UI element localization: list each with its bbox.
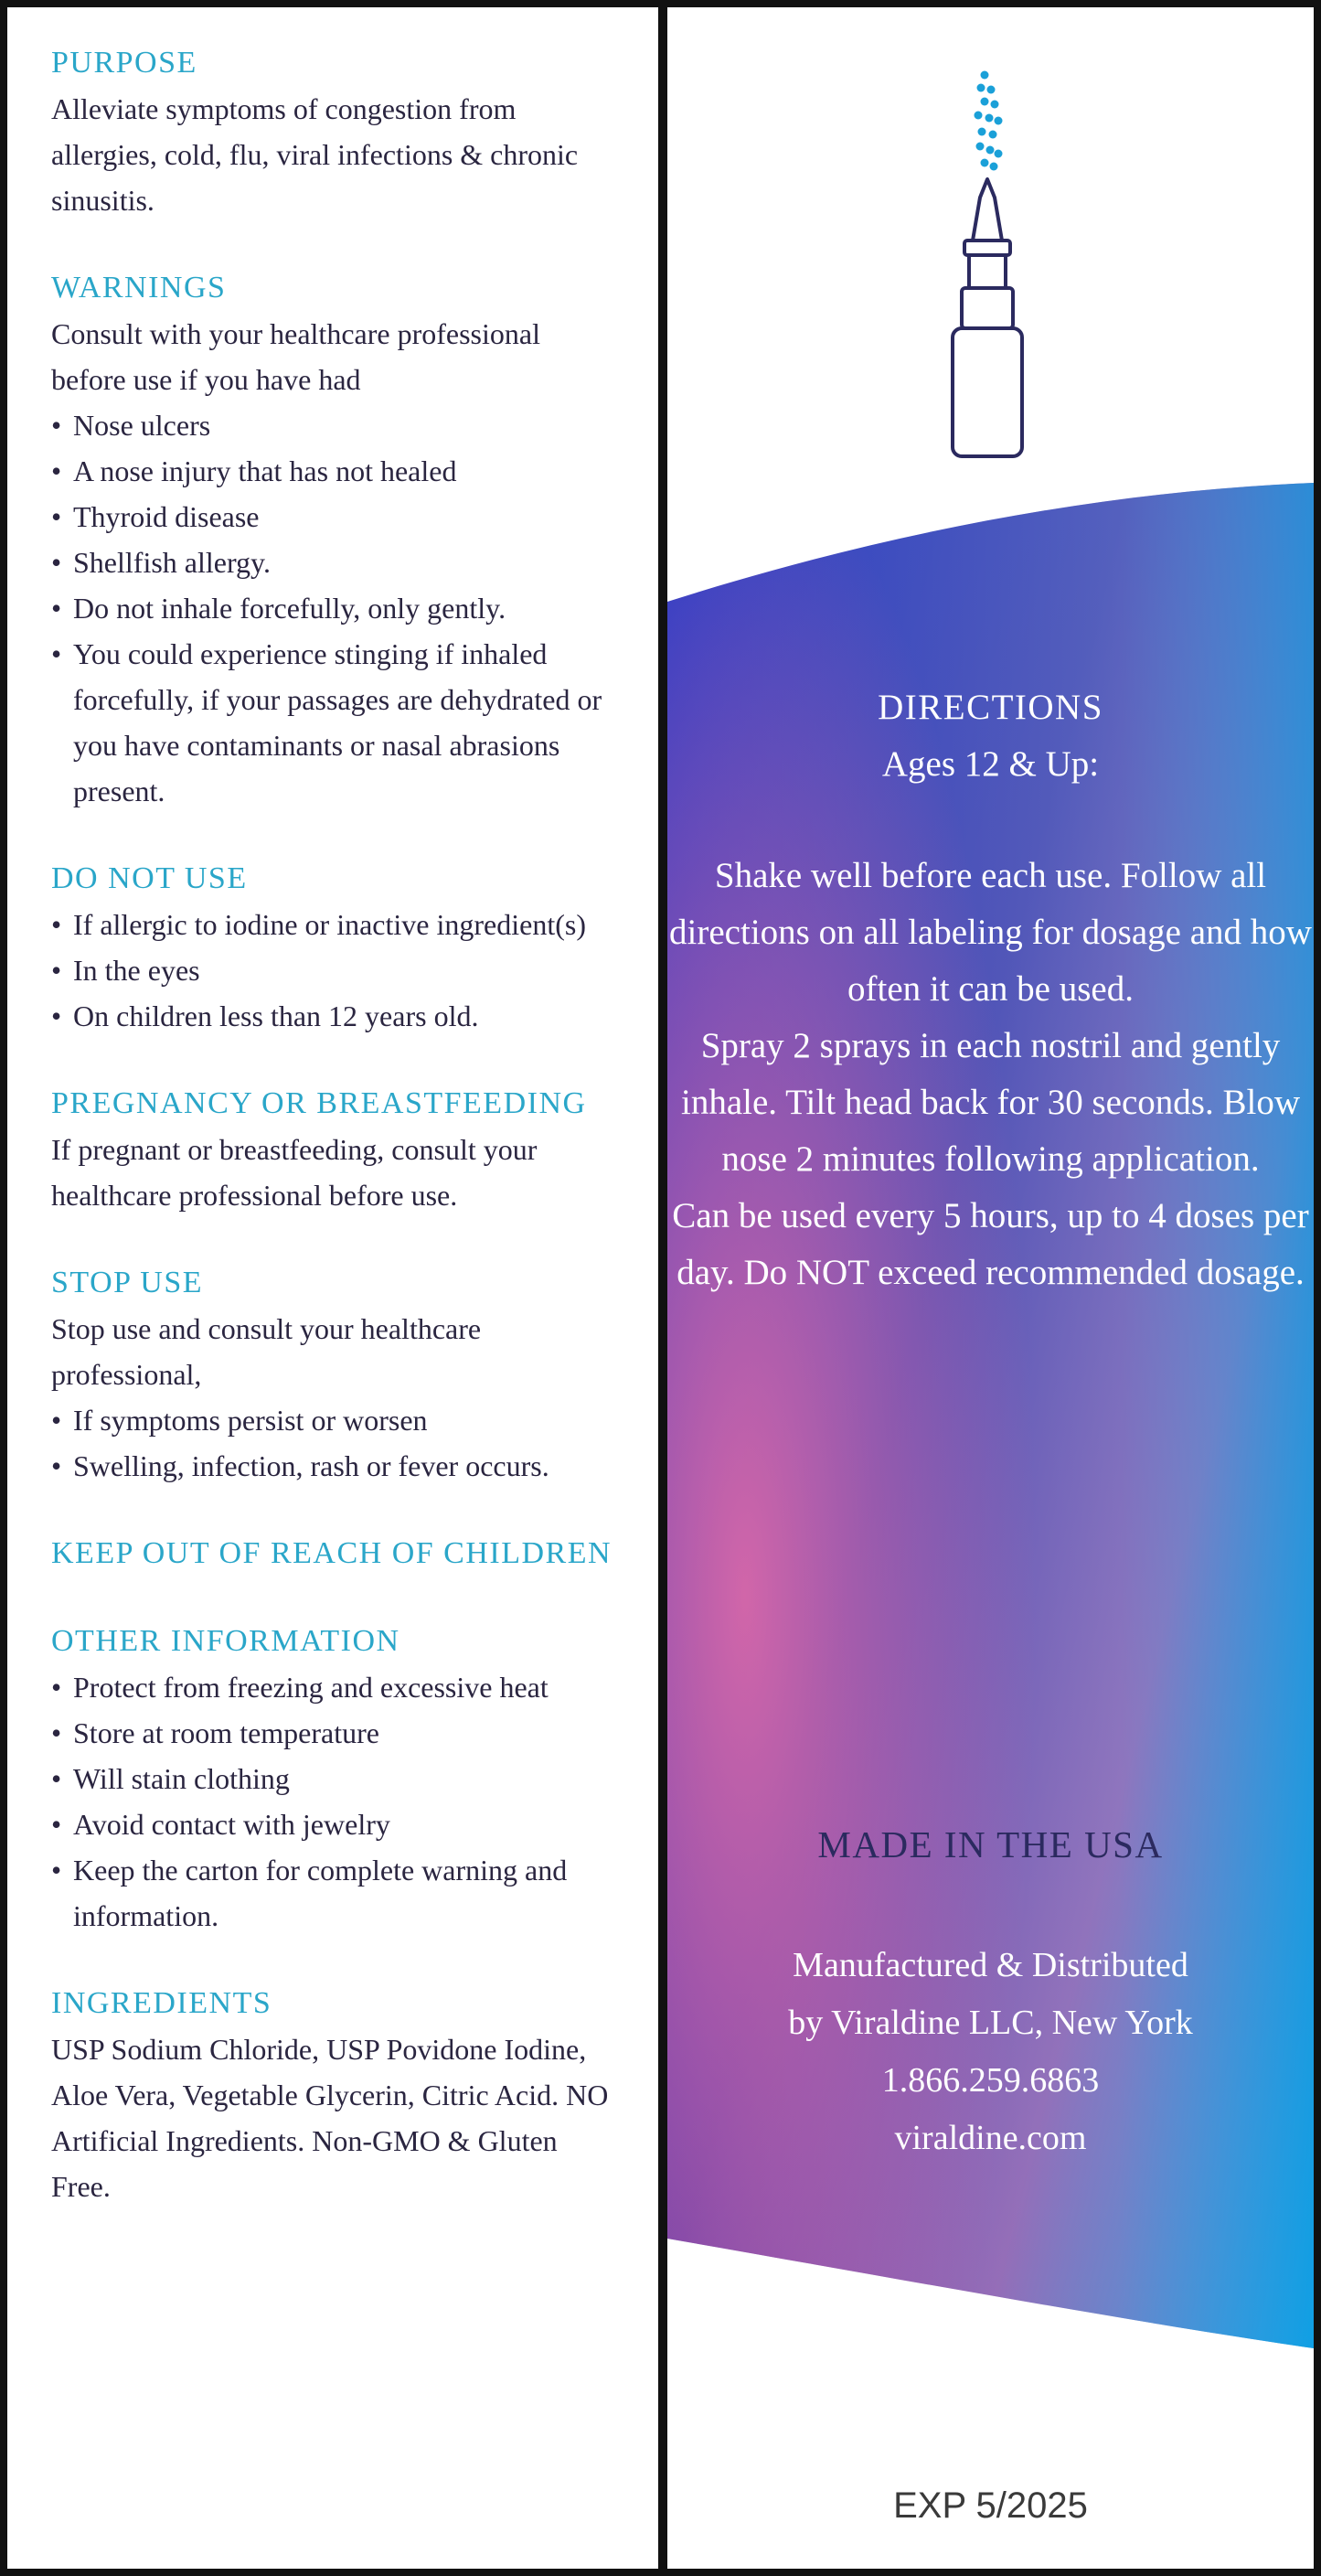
bullet-item: • Store at room temperature [51,1710,622,1756]
bullet-item: • On children less than 12 years old. [51,993,622,1039]
bullet-item: • Do not inhale forcefully, only gently. [51,585,622,631]
directions-panel [667,7,1314,2569]
bullet-item: • A nose injury that has not healed [51,448,622,494]
bullet-item: • Protect from freezing and excessive heat [51,1664,622,1710]
section-paragraph: If pregnant or breastfeeding, consult your healthcare professional before use. [51,1133,538,1212]
section-paragraph: Stop use and consult your healthcare professional, [51,1312,482,1391]
section-heading: STOP USE [51,1266,203,1299]
bullet-item: • Avoid contact with jewelry [51,1801,622,1847]
bullet-item: • If symptoms persist or worsen [51,1397,622,1443]
directions-paragraphs [667,848,1314,1301]
bullet-list [51,1664,622,1939]
section-keep-out-of-reach-of-children [51,1531,622,1577]
section-heading: WARNINGS [51,271,227,305]
bullet-item: • Shellfish allergy. [51,540,622,585]
direction-paragraph: Spray 2 sprays in each nostril and gently inhale. Tilt head back for 30 seconds. Blow nose 2 minutes following application. [681,1026,1300,1179]
bullet-item: • You could experience stinging if inhaled forcefully, if your passages are dehydrated or you have contaminants or nasal abrasions present. [51,631,622,814]
direction-paragraph: Can be used every 5 hours, up to 4 doses per day. Do NOT exceed recommended dosage. [672,1196,1309,1292]
section-heading: KEEP OUT OF REACH OF CHILDREN [51,1536,613,1570]
manufacturer-phone: 1.866.259.6863 [881,2061,1100,2100]
bullet-item: • Thyroid disease [51,494,622,540]
made-in-usa: MADE IN THE USA [817,1823,1164,1865]
direction-paragraph: Shake well before each use. Follow all directions on all labeling for dosage and how often it can be used. [669,856,1312,1009]
section-do-not-use [51,856,622,1039]
section-paragraph: USP Sodium Chloride, USP Povidone Iodine, Aloe Vera, Vegetable Glycerin, Citric Acid. NO Artificial Ingredients. Non-GMO & Gluten Free. [51,2033,609,2203]
bullet-list [51,902,622,1039]
manufacturer-website: viraldine.com [894,2119,1087,2157]
bullet-item: • Will stain clothing [51,1756,622,1801]
bullet-item: • If allergic to iodine or inactive ingredient(s) [51,902,622,947]
bullet-item: • Nose ulcers [51,402,622,448]
section-heading: INGREDIENTS [51,1986,272,2020]
expiration-date: EXP 5/2025 [893,2485,1088,2526]
directions-heading: DIRECTIONS [878,688,1103,727]
manufacturer-line2: by Viraldine LLC, New York [788,2004,1193,2042]
bullet-item: • Swelling, infection, rash or fever occurs. [51,1443,622,1489]
section-ingredients [51,1981,622,2209]
section-heading: DO NOT USE [51,861,248,895]
section-paragraph: Consult with your healthcare professional before use if you have had [51,317,540,396]
manufacturer-line1: Manufactured & Distributed [793,1946,1188,1984]
section-pregnancy-or-breastfeeding [51,1081,622,1218]
section-stop-use [51,1260,622,1489]
section-purpose [51,40,622,223]
directions-header [667,679,1314,793]
bullet-list [51,1397,622,1489]
directions-text [667,679,1314,1301]
directions-age: Ages 12 & Up: [881,744,1100,784]
manufacturer-info [667,1937,1314,2167]
section-paragraph: Alleviate symptoms of congestion from allergies, cold, flu, viral infections & chronic sinusitis. [51,92,579,217]
bullet-item: • In the eyes [51,947,622,993]
bullet-item: • Keep the carton for complete warning and information. [51,1847,622,1939]
section-warnings [51,265,622,814]
section-other-information [51,1619,622,1939]
nasal-spray-bottle-icon [667,7,1314,483]
section-heading: OTHER INFORMATION [51,1624,400,1658]
section-heading: PURPOSE [51,46,197,80]
warnings-panel [7,7,658,2569]
section-heading: PREGNANCY OR BREASTFEEDING [51,1086,587,1120]
bullet-list [51,402,622,814]
